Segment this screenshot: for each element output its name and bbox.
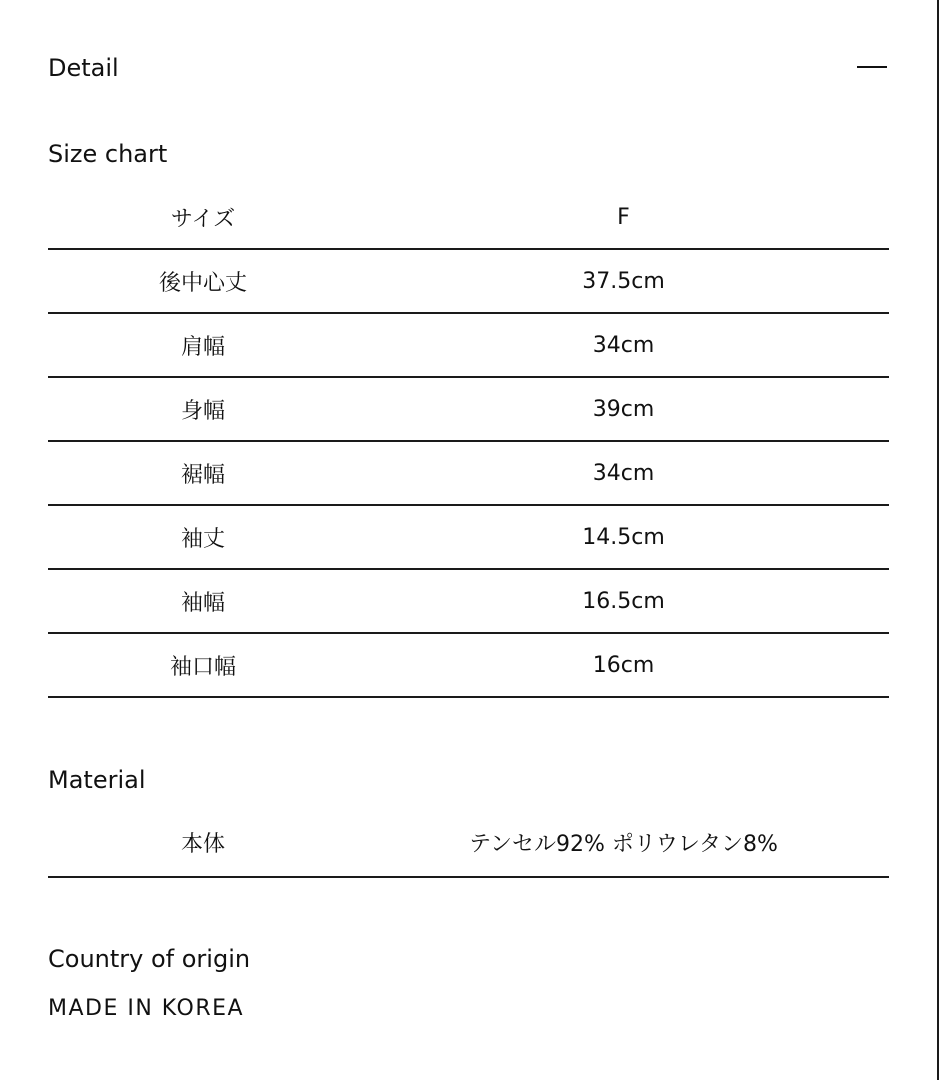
size-row-value: 34cm bbox=[358, 441, 889, 505]
size-chart-header-row bbox=[48, 186, 889, 249]
size-row-value: 16cm bbox=[358, 633, 889, 697]
table-row bbox=[48, 569, 889, 633]
size-chart-heading: Size chart bbox=[48, 140, 168, 168]
size-row-label: 袖口幅 bbox=[48, 633, 358, 697]
size-row-value: 16.5cm bbox=[358, 569, 889, 633]
table-row bbox=[48, 505, 889, 569]
size-row-label: 肩幅 bbox=[48, 313, 358, 377]
material-composition: テンセル92% ポリウレタン8% bbox=[469, 832, 778, 857]
table-row bbox=[48, 313, 889, 377]
material-part-label: 本体 bbox=[180, 832, 225, 857]
origin-heading: Country of origin bbox=[48, 945, 251, 973]
origin-value: MADE IN KOREA bbox=[48, 996, 245, 1021]
size-row-label: 袖幅 bbox=[48, 569, 358, 633]
size-chart-table bbox=[48, 186, 889, 698]
detail-title: Detail bbox=[48, 54, 119, 82]
size-row-label: 後中心丈 bbox=[48, 249, 358, 313]
size-header-value: F bbox=[358, 186, 889, 249]
material-heading: Material bbox=[48, 766, 146, 794]
size-row-value: 39cm bbox=[358, 377, 889, 441]
size-row-label: 裾幅 bbox=[48, 441, 358, 505]
size-row-label: 袖丈 bbox=[48, 505, 358, 569]
material-row bbox=[48, 814, 889, 878]
size-row-value: 34cm bbox=[358, 313, 889, 377]
minus-icon[interactable] bbox=[857, 66, 887, 68]
size-header-label: サイズ bbox=[48, 186, 358, 249]
table-row bbox=[48, 633, 889, 697]
detail-accordion-header[interactable] bbox=[48, 48, 889, 88]
table-row bbox=[48, 441, 889, 505]
table-row bbox=[48, 249, 889, 313]
size-row-value: 37.5cm bbox=[358, 249, 889, 313]
table-row bbox=[48, 377, 889, 441]
size-row-value: 14.5cm bbox=[358, 505, 889, 569]
size-row-label: 身幅 bbox=[48, 377, 358, 441]
